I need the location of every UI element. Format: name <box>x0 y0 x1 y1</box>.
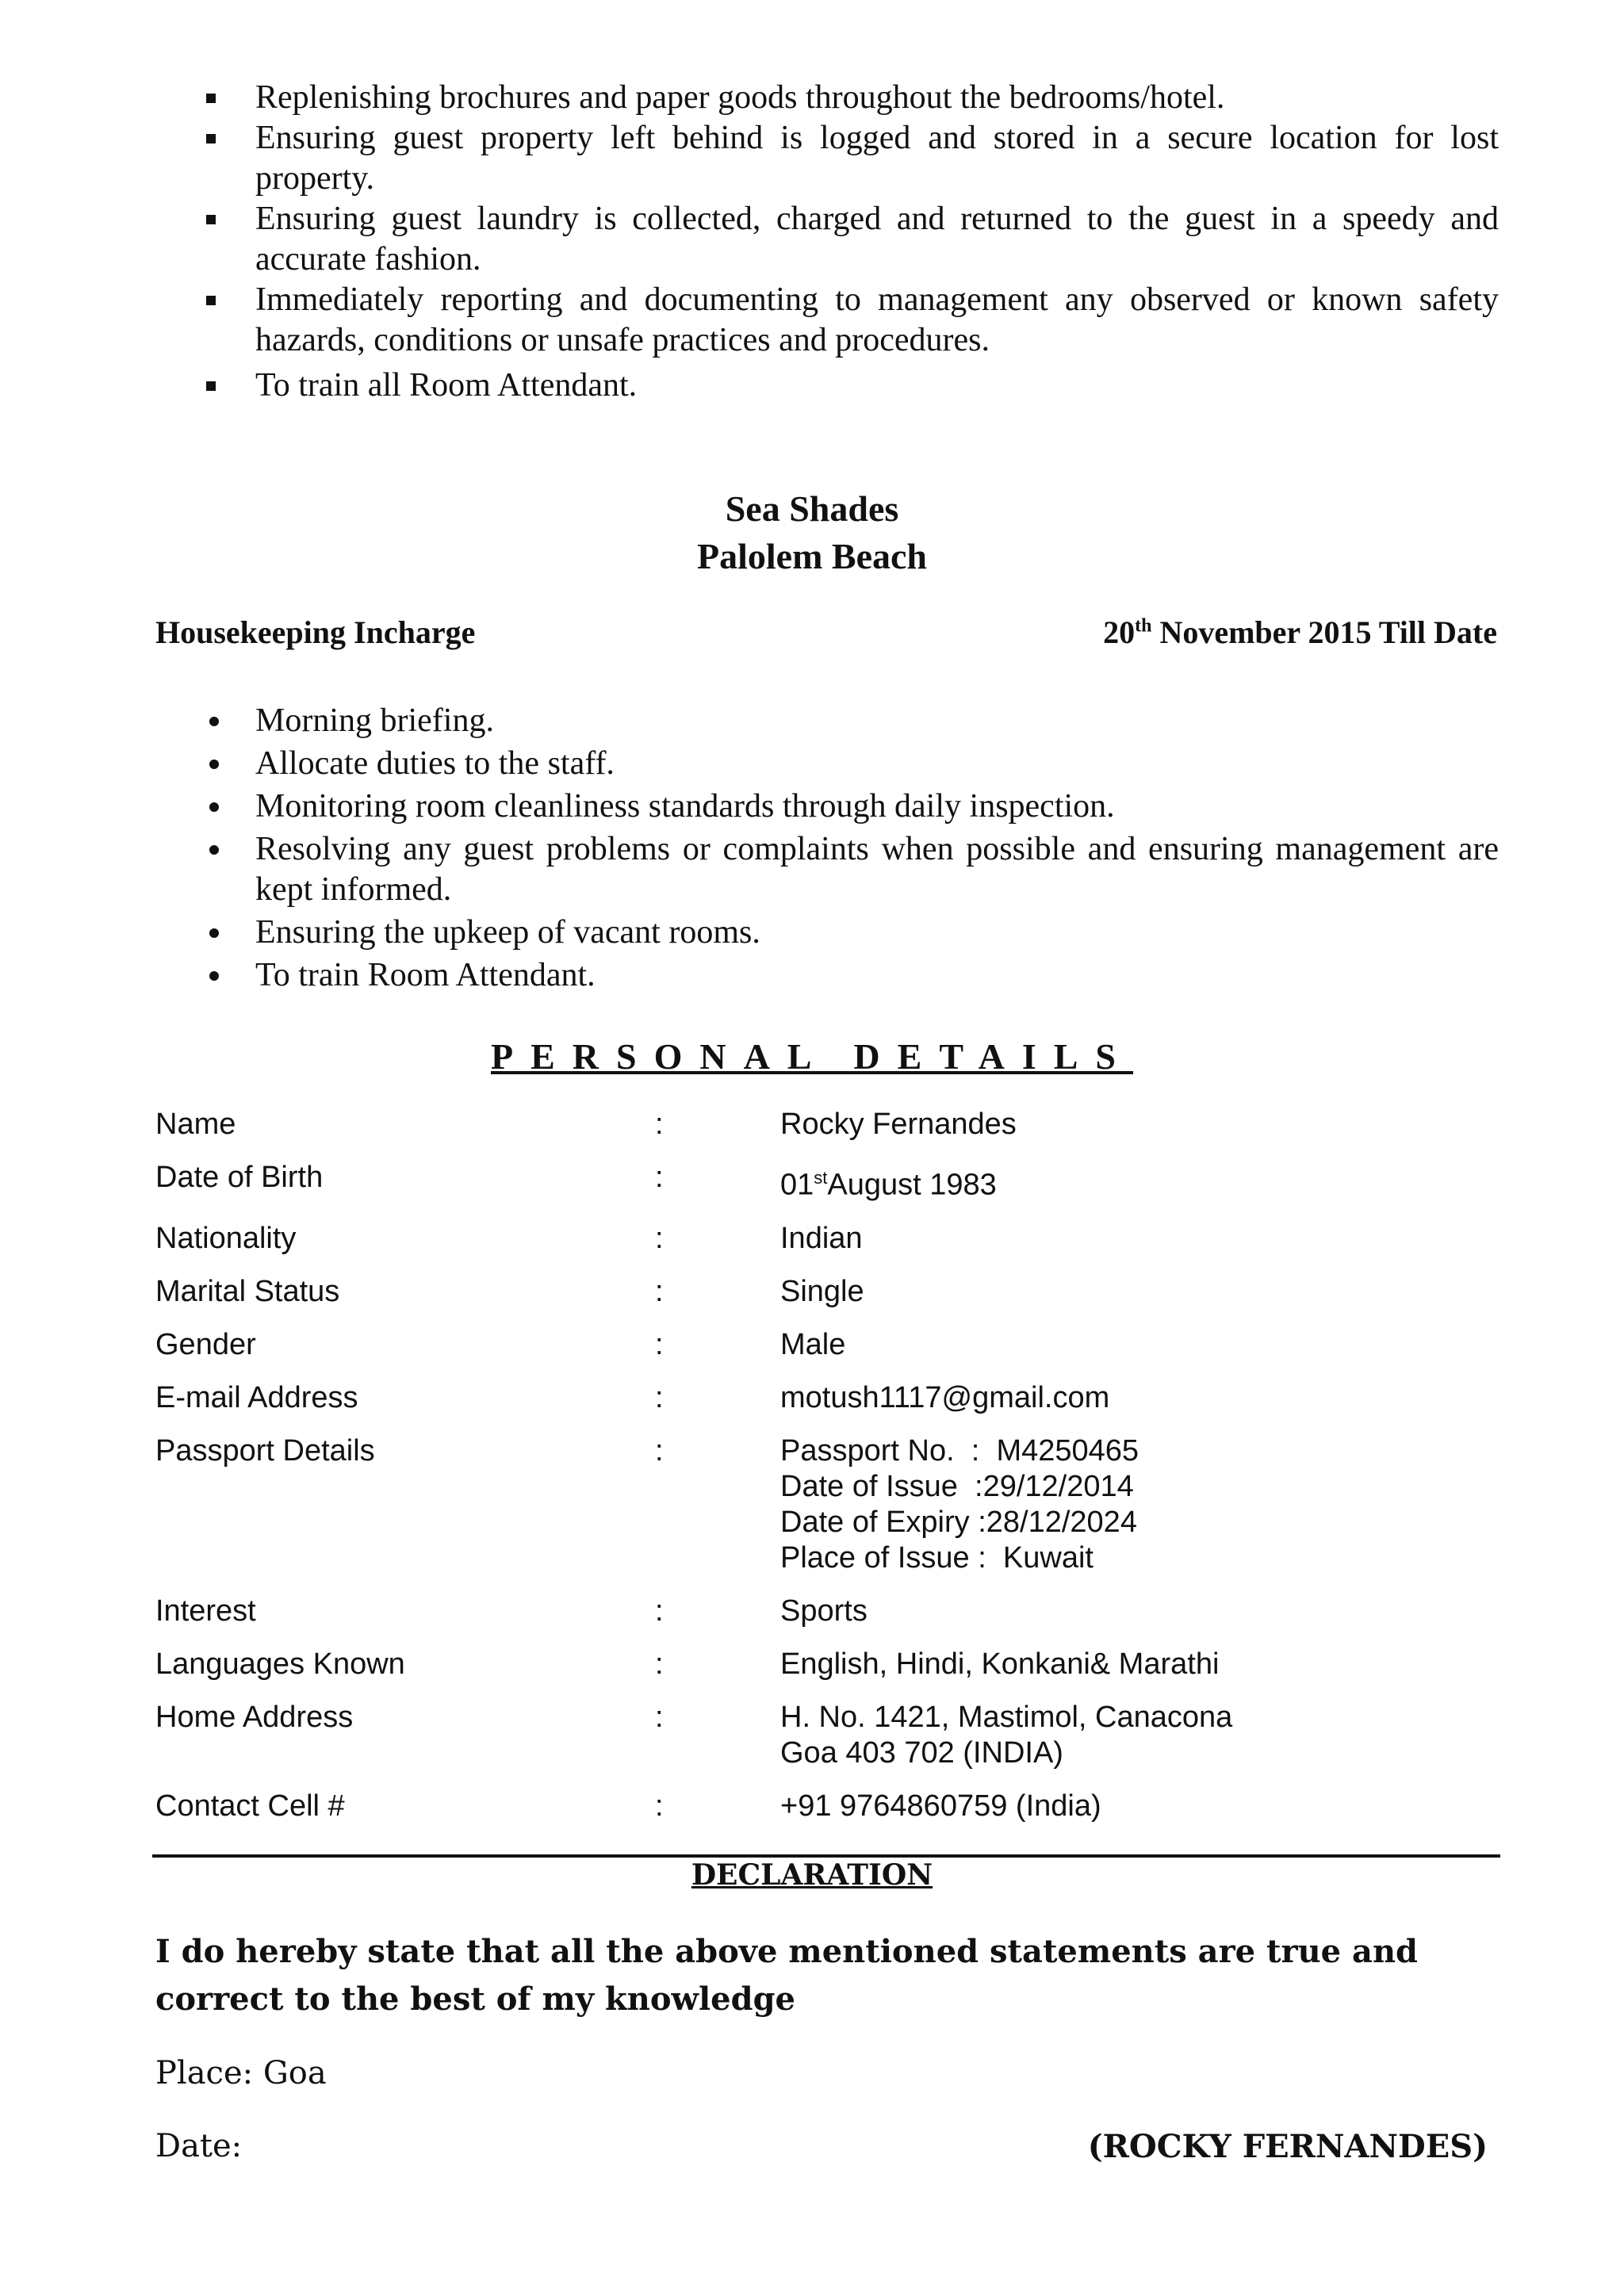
role-dates: 20th November 2015 Till Date <box>1103 614 1497 650</box>
company-name: Sea Shades <box>725 488 899 529</box>
detail-row-languages: Languages Known : English, Hindi, Konkani& Marathi <box>155 1647 1220 1681</box>
detail-row-home-address: Home Address : H. No. 1421, Mastimol, Canacona Goa 403 702 (INDIA) <box>155 1700 1233 1770</box>
role-row <box>155 614 1497 651</box>
list-item: Immediately reporting and documenting to management any observed or known safety hazards, conditions or unsafe practices and procedures. <box>198 280 1499 361</box>
list-item: Resolving any guest problems or complaints when possible and ensuring management are kept informed. <box>198 829 1499 910</box>
detail-row-contact: Contact Cell # : +91 9764860759 (India) <box>155 1789 1101 1823</box>
section-divider <box>152 1854 1500 1858</box>
detail-row-name: Name : Rocky Fernandes <box>155 1108 1017 1141</box>
role-title: Housekeeping Incharge <box>155 614 476 650</box>
declaration-place: Place: Goa <box>155 2055 327 2091</box>
list-item: Ensuring guest laundry is collected, charged and returned to the guest in a speedy and accurate fashion. <box>198 199 1499 280</box>
detail-row-nationality: Nationality : Indian <box>155 1221 863 1255</box>
list-item: Ensuring the upkeep of vacant rooms. <box>198 913 1499 953</box>
role-duties-list <box>198 701 1499 998</box>
list-item: Replenishing brochures and paper goods throughout the bedrooms/hotel. <box>198 78 1499 118</box>
list-item: Morning briefing. <box>198 701 1499 741</box>
declaration-date: Date: <box>155 2128 243 2164</box>
declaration-text: I do hereby state that all the above mentioned statements are true and correct to the best of my knowledge <box>155 1933 1418 2018</box>
list-item: Allocate duties to the staff. <box>198 744 1499 784</box>
company-location: Palolem Beach <box>697 536 927 576</box>
detail-row-gender: Gender : Male <box>155 1327 846 1361</box>
list-item: Monitoring room cleanliness standards through daily inspection. <box>198 786 1499 827</box>
signature-name: (ROCKY FERNANDES) <box>1087 2128 1488 2165</box>
detail-row-email: E-mail Address : motush1117@gmail.com <box>155 1380 1110 1414</box>
personal-details-heading: PERSONAL DETAILS <box>490 1036 1133 1077</box>
previous-role-duties-list <box>198 78 1499 406</box>
detail-row-interest: Interest : Sports <box>155 1594 868 1628</box>
list-item: To train all Room Attendant. <box>198 365 1499 406</box>
personal-details-table <box>155 1107 1503 1842</box>
detail-row-passport: Passport Details : Passport No. : M4250465 Date of Issue :29/12/2014 Date of Expiry :28/12/2024 Place of Issue : Kuwait <box>155 1433 1139 1575</box>
list-item: To train Room Attendant. <box>198 955 1499 996</box>
detail-row-dob: Date of Birth : 01stAugust 1983 <box>155 1161 997 1202</box>
list-item: Ensuring guest property left behind is logged and stored in a secure location for lost property. <box>198 118 1499 199</box>
detail-row-marital-status: Marital Status : Single <box>155 1274 864 1308</box>
declaration-heading: DECLARATION <box>691 1858 933 1892</box>
